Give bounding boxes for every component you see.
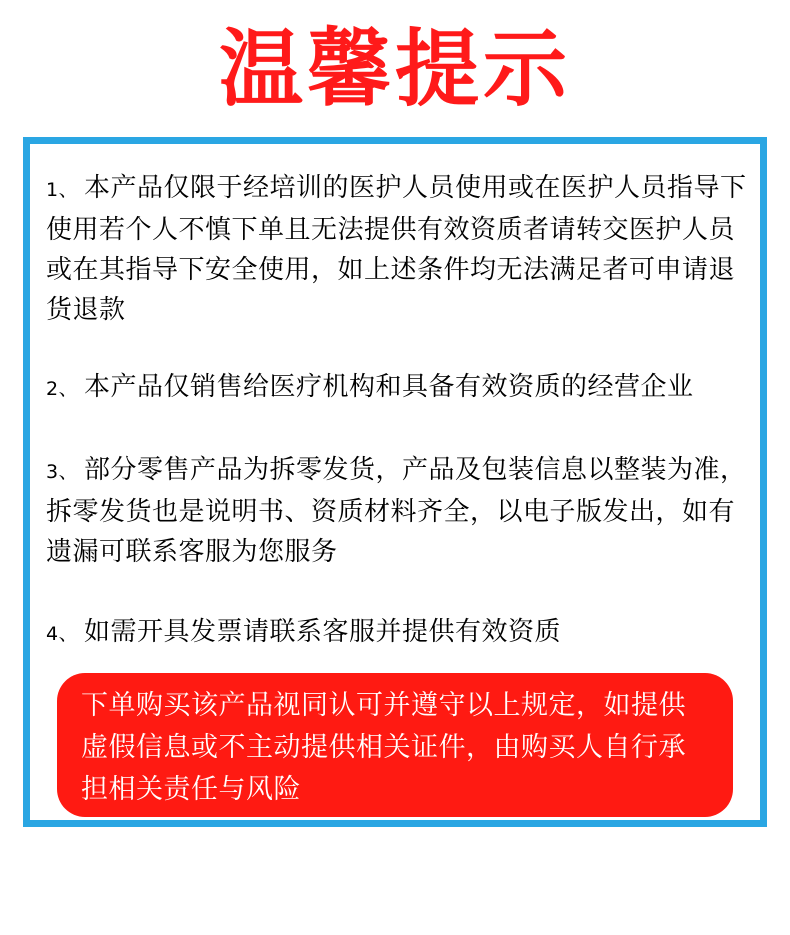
list-item-2 <box>46 367 766 409</box>
item-number: 4、 <box>46 623 79 645</box>
list-item-1 <box>46 168 756 330</box>
item-number: 2、 <box>46 378 79 400</box>
list-item-3 <box>46 450 752 572</box>
page-title: 温馨提示 <box>218 20 571 118</box>
item-text: 如需开具发票请联系客服并提供有效资质 <box>84 617 562 647</box>
warning-banner: 下单购买该产品视同认可并遵守以上规定，如提供虚假信息或不主动提供相关证件，由购买人自行承担相关责任与风险 <box>57 673 733 817</box>
item-number: 1、 <box>46 179 79 201</box>
item-text: 部分零售产品为拆零发货，产品及包装信息以整装为准，拆零发货也是说明书、资质材料齐全，以电子版发出，如有遗漏可联系客服为您服务 <box>46 455 747 567</box>
list-item-4 <box>46 612 766 654</box>
item-text: 本产品仅限于经培训的医护人员使用或在医护人员指导下使用若个人不慎下单且无法提供有效资质者请转交医护人员或在其指导下安全使用，如上述条件均无法满足者可申请退货退款 <box>46 173 747 325</box>
item-text: 本产品仅销售给医疗机构和具备有效资质的经营企业 <box>84 372 694 402</box>
item-number: 3、 <box>46 461 79 483</box>
